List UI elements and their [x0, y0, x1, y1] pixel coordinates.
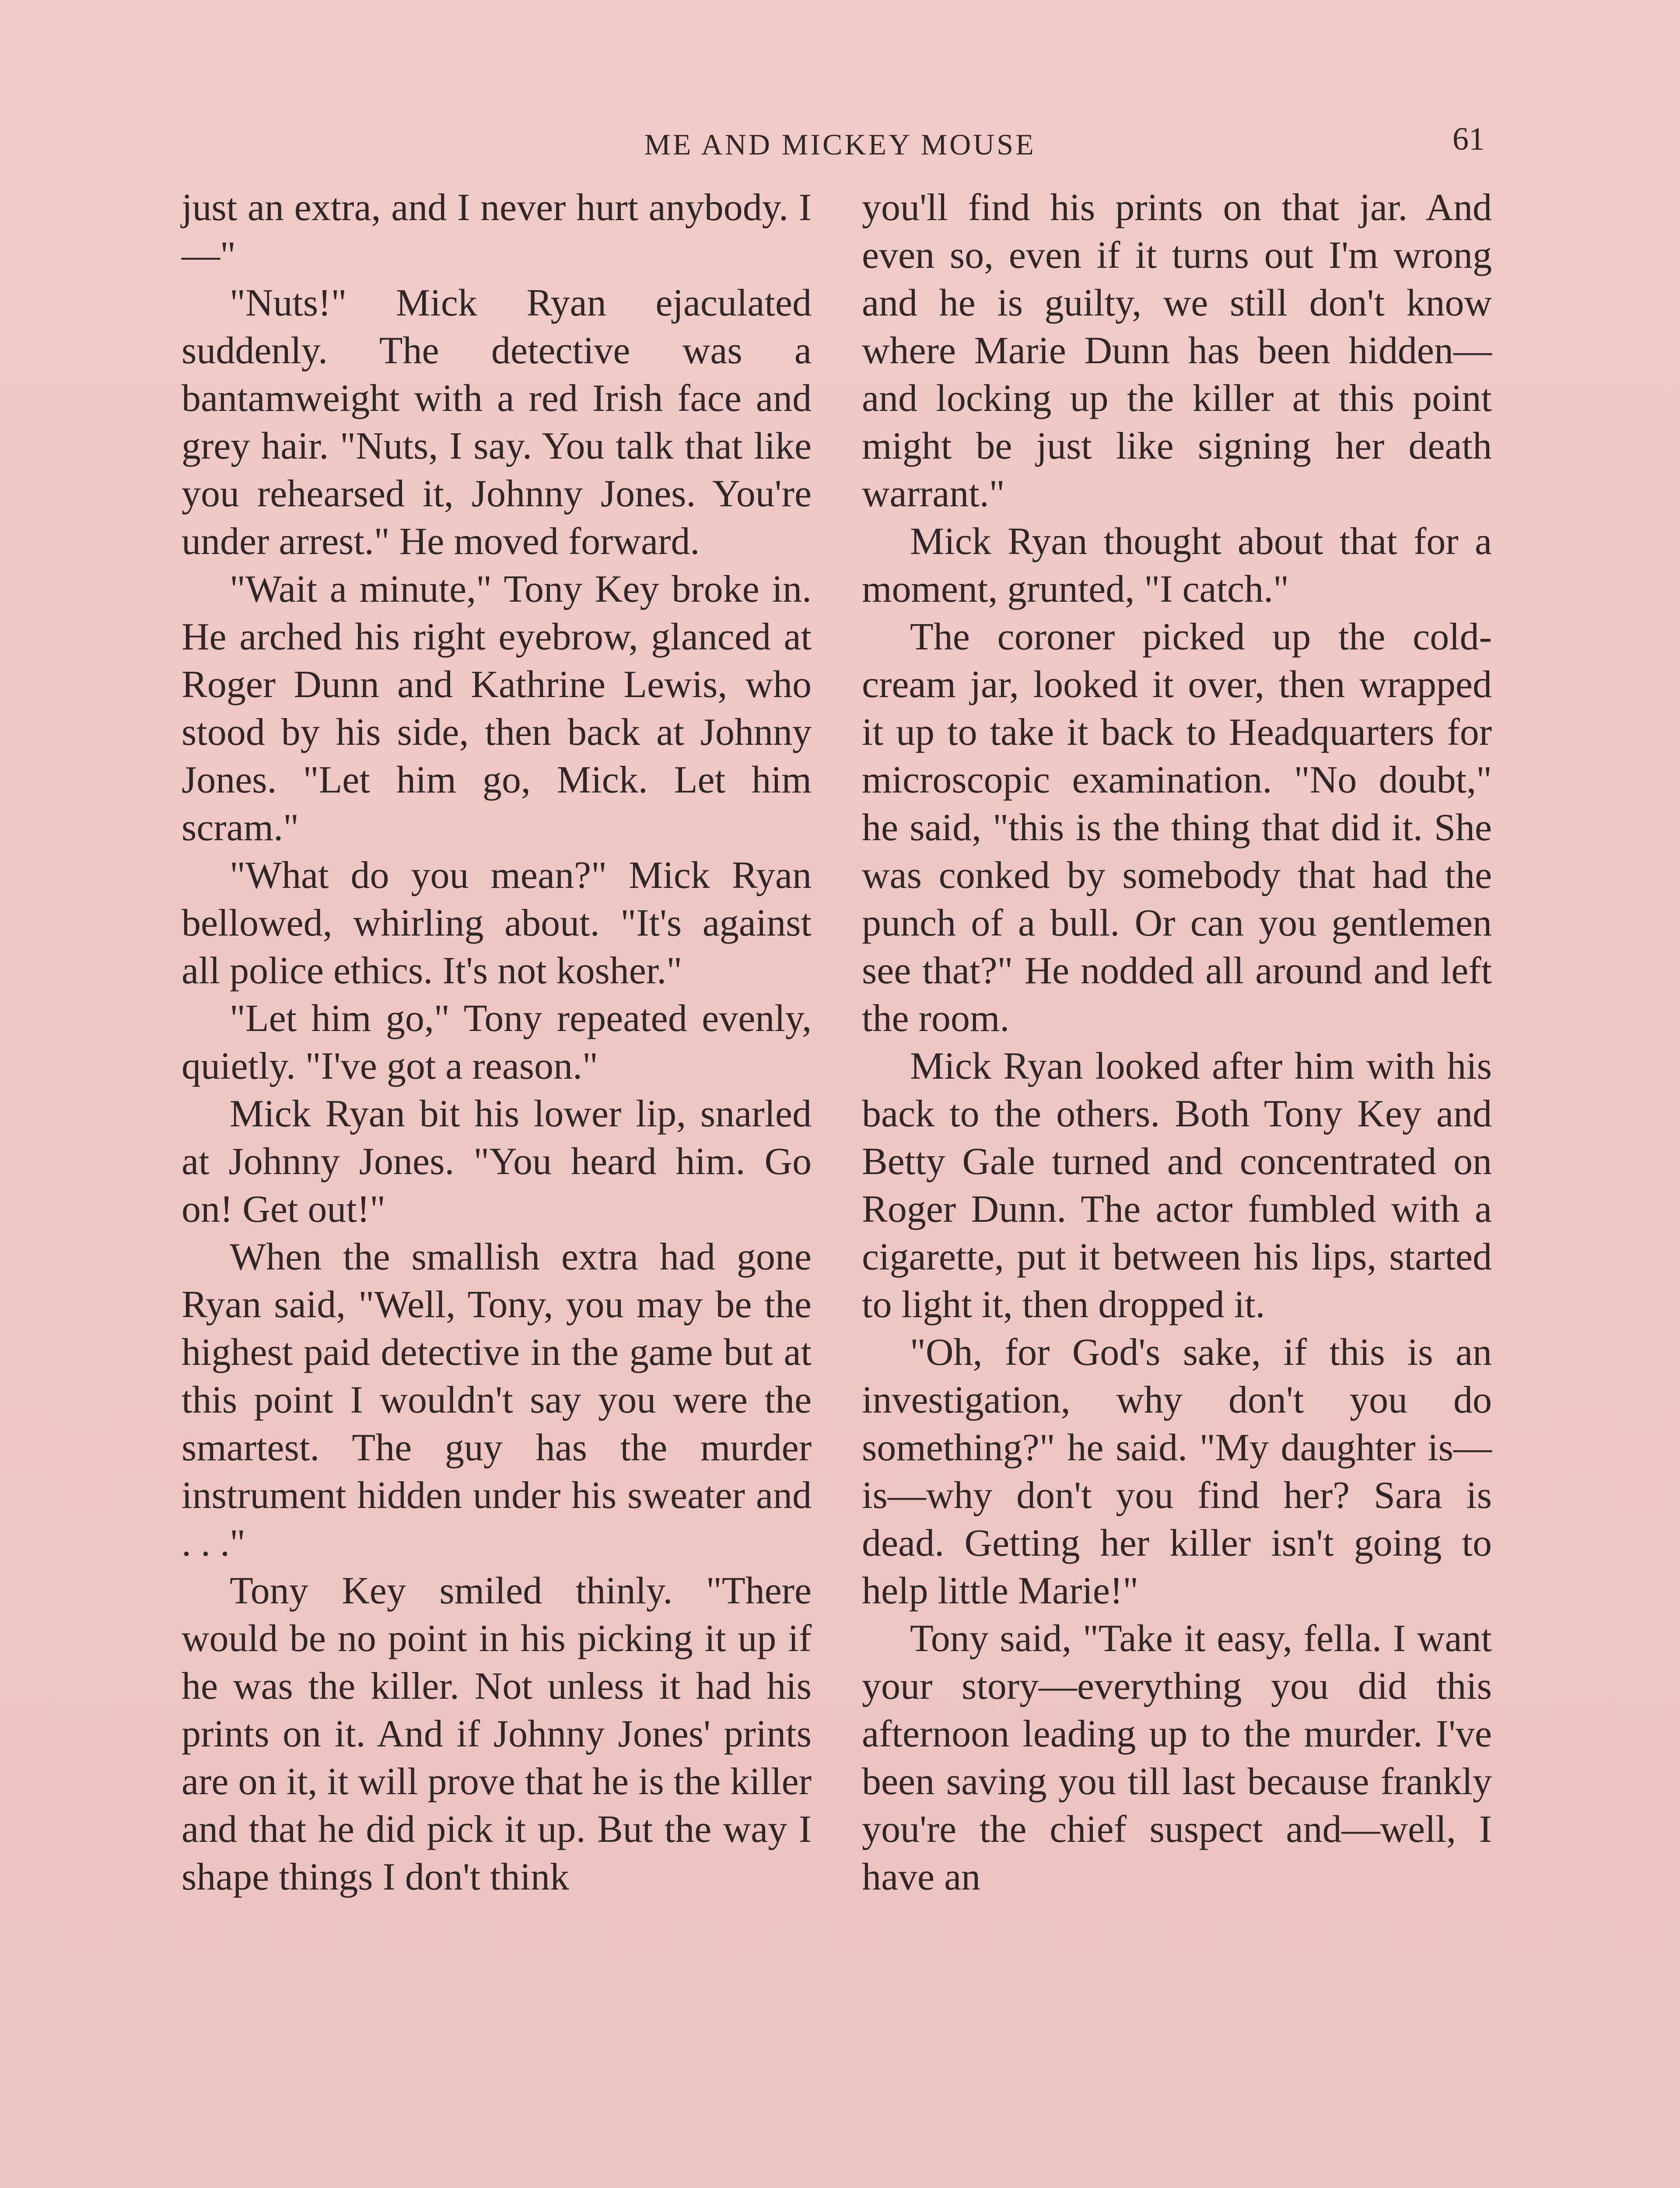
- paragraph: you'll find his prints on that jar. And even so, even if it turns out I'm wrong and he is guilty, we still don't know where Marie Dunn has been hidden—and locking up the killer at this point might be just like signing her death warrant.": [862, 186, 1492, 515]
- running-title: ME AND MICKEY MOUSE: [644, 128, 1036, 161]
- paragraph: Tony Key smiled thinly. "There would be no point in his picking it up if he was the killer. Not unless it had his prints on it. And if Johnny Jones' prints are on it, it will prove that he is the killer and that he did pick it up. But the way I shape things I don't think: [182, 1570, 812, 1898]
- left-column: [182, 184, 812, 1901]
- right-column: [862, 184, 1492, 1901]
- paragraph: When the smallish extra had gone Ryan said, "Well, Tony, you may be the highest paid detective in the game but at this point I wouldn't say you were the smartest. The guy has the murder instrument hidden under his sweater and . . .": [182, 1236, 812, 1564]
- paragraph: "Wait a minute," Tony Key broke in. He arched his right eyebrow, glanced at Roger Dunn and Kathrine Lewis, who stood by his side, then back at Johnny Jones. "Let him go, Mick. Let him scram.": [182, 568, 812, 849]
- paragraph: "Let him go," Tony repeated evenly, quietly. "I've got a reason.": [182, 997, 812, 1087]
- page-number: 61: [1452, 121, 1485, 157]
- paragraph: Tony said, "Take it easy, fella. I want your story—everything you did this afternoon leading up to the murder. I've been saving you till last because frankly you're the chief suspect and—well, I have an: [862, 1617, 1492, 1898]
- paragraph: "What do you mean?" Mick Ryan bellowed, whirling about. "It's against all police ethics. It's not kosher.": [182, 854, 812, 992]
- paragraph: just an extra, and I never hurt anybody. I—": [182, 186, 812, 277]
- paragraph: "Oh, for God's sake, if this is an investigation, why don't you do something?" he said. "My daughter is—is—why don't you find her? Sara is dead. Getting her killer isn't going to help little Marie!": [862, 1331, 1492, 1612]
- paragraph: Mick Ryan looked after him with his back to the others. Both Tony Key and Betty Gale turned and concentrated on Roger Dunn. The actor fumbled with a cigarette, put it between his lips, started to light it, then dropped it.: [862, 1045, 1492, 1326]
- page-header: [0, 121, 1680, 168]
- paragraph: The coroner picked up the cold-cream jar, looked it over, then wrapped it up to take it back to Headquarters for microscopic examination. "No doubt," he said, "this is the thing that did it. She was conked by somebody that had the punch of a bull. Or can you gentlemen see that?" He nodded all around and left the room.: [862, 616, 1492, 1040]
- paragraph: Mick Ryan bit his lower lip, snarled at Johnny Jones. "You heard him. Go on! Get out!": [182, 1093, 812, 1231]
- paragraph: "Nuts!" Mick Ryan ejaculated suddenly. The detective was a bantamweight with a red Irish face and grey hair. "Nuts, I say. You talk that like you rehearsed it, Johnny Jones. You're under arrest." He moved forward.: [182, 282, 812, 563]
- paragraph: Mick Ryan thought about that for a moment, grunted, "I catch.": [862, 520, 1492, 610]
